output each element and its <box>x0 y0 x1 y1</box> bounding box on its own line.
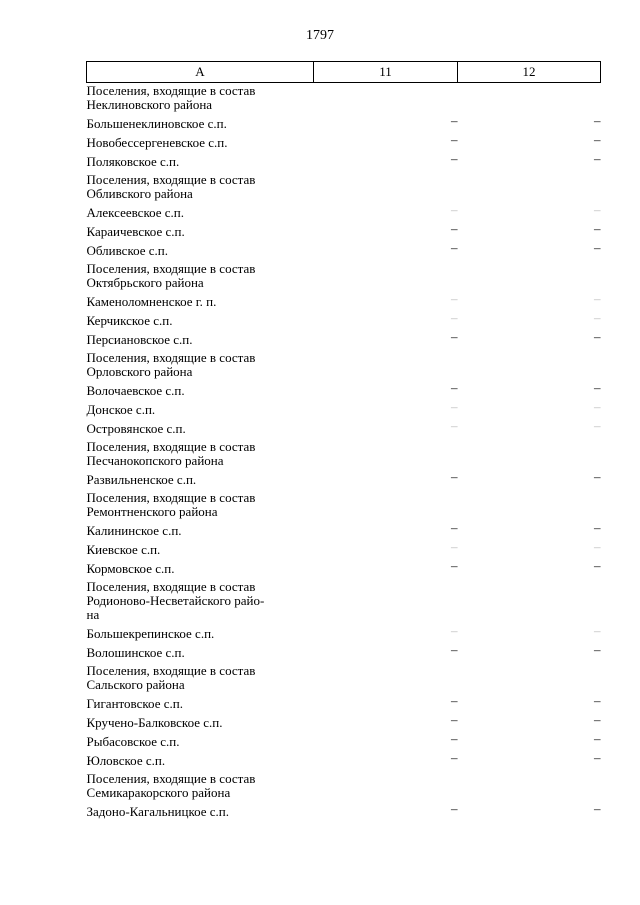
group-heading <box>87 349 314 381</box>
table-body <box>87 83 601 822</box>
table-row <box>87 419 601 438</box>
settlement-name: Островянское с.п. <box>86 421 186 436</box>
table-row <box>87 713 601 732</box>
settlement-name: Персиановское с.п. <box>86 332 193 347</box>
value-column-11: – <box>451 539 458 554</box>
settlement-name: Керчикское с.п. <box>86 313 173 328</box>
value-column-11: – <box>451 329 458 344</box>
value-column-12: – <box>594 712 601 727</box>
value-column-12: – <box>594 801 601 816</box>
settlement-name: Караичевское с.п. <box>86 224 185 239</box>
value-column-12: – <box>594 750 601 765</box>
value-column-11: – <box>451 380 458 395</box>
settlement-name: Юловское с.п. <box>86 753 166 768</box>
value-column-11 <box>314 260 458 292</box>
group-heading <box>87 438 314 470</box>
value-column-12: – <box>594 469 601 484</box>
value-column-12: – <box>594 113 601 128</box>
value-column-11: – <box>451 558 458 573</box>
group-heading <box>87 770 314 802</box>
value-column-11: – <box>451 113 458 128</box>
value-column-11: – <box>451 291 458 306</box>
value-column-12 <box>458 438 601 470</box>
group-heading-line: Обливского района <box>86 186 193 201</box>
settlement-name: Поляковское с.п. <box>86 154 180 169</box>
group-heading-line: Поселения, входящие в состав <box>86 439 256 454</box>
group-heading-line: Поселения, входящие в состав <box>86 771 256 786</box>
table-row <box>87 203 601 222</box>
value-column-11: – <box>451 750 458 765</box>
group-heading-row <box>87 662 601 694</box>
value-column-11 <box>314 171 458 203</box>
value-column-12 <box>458 489 601 521</box>
header-column-a: А <box>87 62 314 83</box>
group-heading-row <box>87 489 601 521</box>
table-row <box>87 559 601 578</box>
table-row <box>87 292 601 311</box>
group-heading-line: Поселения, входящие в состав <box>86 579 256 594</box>
value-column-11: – <box>451 642 458 657</box>
value-column-11 <box>314 438 458 470</box>
page-number: 1797 <box>306 28 334 43</box>
value-column-11 <box>314 349 458 381</box>
settlement-name: Задоно-Кагальницкое с.п. <box>86 804 230 819</box>
table-row <box>87 694 601 713</box>
value-column-11: – <box>451 151 458 166</box>
group-heading-line: на <box>86 607 100 622</box>
settlement-name: Рыбасовское с.п. <box>86 734 180 749</box>
table-row <box>87 540 601 559</box>
group-heading-line: Родионово-Несветайского райо- <box>86 593 265 608</box>
value-column-12: – <box>594 520 601 535</box>
value-column-11: – <box>451 240 458 255</box>
value-column-12 <box>458 349 601 381</box>
group-heading <box>87 578 314 624</box>
settlement-name: Донское с.п. <box>86 402 156 417</box>
value-column-11: – <box>451 221 458 236</box>
table-row <box>87 470 601 489</box>
group-heading-line: Поселения, входящие в состав <box>86 350 256 365</box>
group-heading-row <box>87 438 601 470</box>
table-row <box>87 222 601 241</box>
group-heading-line: Поселения, входящие в состав <box>86 172 256 187</box>
value-column-12: – <box>594 132 601 147</box>
group-heading-row <box>87 171 601 203</box>
value-column-12 <box>458 260 601 292</box>
value-column-12 <box>458 770 601 802</box>
settlement-name: Гигантовское с.п. <box>86 696 183 711</box>
value-column-12: – <box>594 399 601 414</box>
value-column-11: – <box>451 623 458 638</box>
value-column-11 <box>314 662 458 694</box>
value-column-11: – <box>451 202 458 217</box>
value-column-12: – <box>594 380 601 395</box>
group-heading-line: Поселения, входящие в состав <box>86 261 256 276</box>
settlement-name: Развильненское с.п. <box>86 472 197 487</box>
table-row <box>87 311 601 330</box>
table-row <box>87 330 601 349</box>
settlement-name: Кручено-Балковское с.п. <box>86 715 223 730</box>
table-row <box>87 521 601 540</box>
header-column-11: 11 <box>314 62 458 83</box>
value-column-12: – <box>594 693 601 708</box>
table-row <box>87 624 601 643</box>
value-column-11 <box>314 578 458 624</box>
value-column-12: – <box>594 731 601 746</box>
group-heading <box>87 662 314 694</box>
settlement-name: Волочаевское с.п. <box>86 383 185 398</box>
group-heading-row <box>87 770 601 802</box>
value-column-12: – <box>594 202 601 217</box>
value-column-11: – <box>451 693 458 708</box>
group-heading-row <box>87 260 601 292</box>
table-header <box>87 62 601 83</box>
table-row <box>87 802 601 821</box>
table-row <box>87 400 601 419</box>
group-heading <box>87 171 314 203</box>
table-row <box>87 152 601 171</box>
header-column-12: 12 <box>458 62 601 83</box>
settlement-name: Волошинское с.п. <box>86 645 185 660</box>
settlement-name: Калининское с.п. <box>86 523 182 538</box>
value-column-11: – <box>451 801 458 816</box>
group-heading-line: Орловского района <box>86 364 193 379</box>
group-heading-line: Поселения, входящие в состав <box>86 490 256 505</box>
value-column-11: – <box>451 731 458 746</box>
value-column-12 <box>458 662 601 694</box>
group-heading-row <box>87 83 601 115</box>
value-column-12: – <box>594 310 601 325</box>
value-column-12: – <box>594 539 601 554</box>
value-column-11: – <box>451 712 458 727</box>
settlement-name: Большекрепинское с.п. <box>86 626 215 641</box>
value-column-12 <box>458 171 601 203</box>
group-heading-row <box>87 578 601 624</box>
value-column-12: – <box>594 291 601 306</box>
group-heading <box>87 260 314 292</box>
table-row <box>87 381 601 400</box>
settlement-name: Каменоломненское г. п. <box>86 294 217 309</box>
group-heading <box>87 489 314 521</box>
group-heading-row <box>87 349 601 381</box>
value-column-11 <box>314 489 458 521</box>
value-column-12 <box>458 83 601 115</box>
value-column-11: – <box>451 469 458 484</box>
table-row <box>87 732 601 751</box>
value-column-12: – <box>594 240 601 255</box>
group-heading <box>87 83 314 115</box>
settlement-name: Алексеевское с.п. <box>86 205 184 220</box>
group-heading-line: Октябрьского района <box>86 275 204 290</box>
group-heading-line: Песчанокопского района <box>86 453 224 468</box>
settlement-name: Кормовское с.п. <box>86 561 175 576</box>
group-heading-line: Неклиновского района <box>86 97 213 112</box>
value-column-11: – <box>451 310 458 325</box>
settlement-name: Большенеклиновское с.п. <box>86 116 227 131</box>
settlement-name: Киевское с.п. <box>86 542 161 557</box>
value-column-12: – <box>594 558 601 573</box>
value-column-12: – <box>594 623 601 638</box>
group-heading-line: Сальского района <box>86 677 185 692</box>
group-heading-line: Поселения, входящие в состав <box>86 663 256 678</box>
table-row <box>87 241 601 260</box>
settlement-name: Обливское с.п. <box>86 243 169 258</box>
value-column-11: – <box>451 399 458 414</box>
value-column-11: – <box>451 132 458 147</box>
settlement-name: Новобессергеневское с.п. <box>86 135 228 150</box>
value-column-12: – <box>594 329 601 344</box>
value-column-12: – <box>594 418 601 433</box>
value-column-12: – <box>594 151 601 166</box>
header-row <box>87 62 601 83</box>
value-column-11 <box>314 83 458 115</box>
value-column-12 <box>458 578 601 624</box>
value-column-11: – <box>451 418 458 433</box>
value-column-12: – <box>594 642 601 657</box>
table-row <box>87 751 601 770</box>
table-row <box>87 114 601 133</box>
table-row <box>87 643 601 662</box>
table-row <box>87 133 601 152</box>
group-heading-line: Семикаракорского района <box>86 785 231 800</box>
value-column-11 <box>314 770 458 802</box>
group-heading-line: Ремонтненского района <box>86 504 218 519</box>
value-column-11: – <box>451 520 458 535</box>
group-heading-line: Поселения, входящие в состав <box>86 83 256 98</box>
value-column-12: – <box>594 221 601 236</box>
settlements-table <box>86 61 601 821</box>
